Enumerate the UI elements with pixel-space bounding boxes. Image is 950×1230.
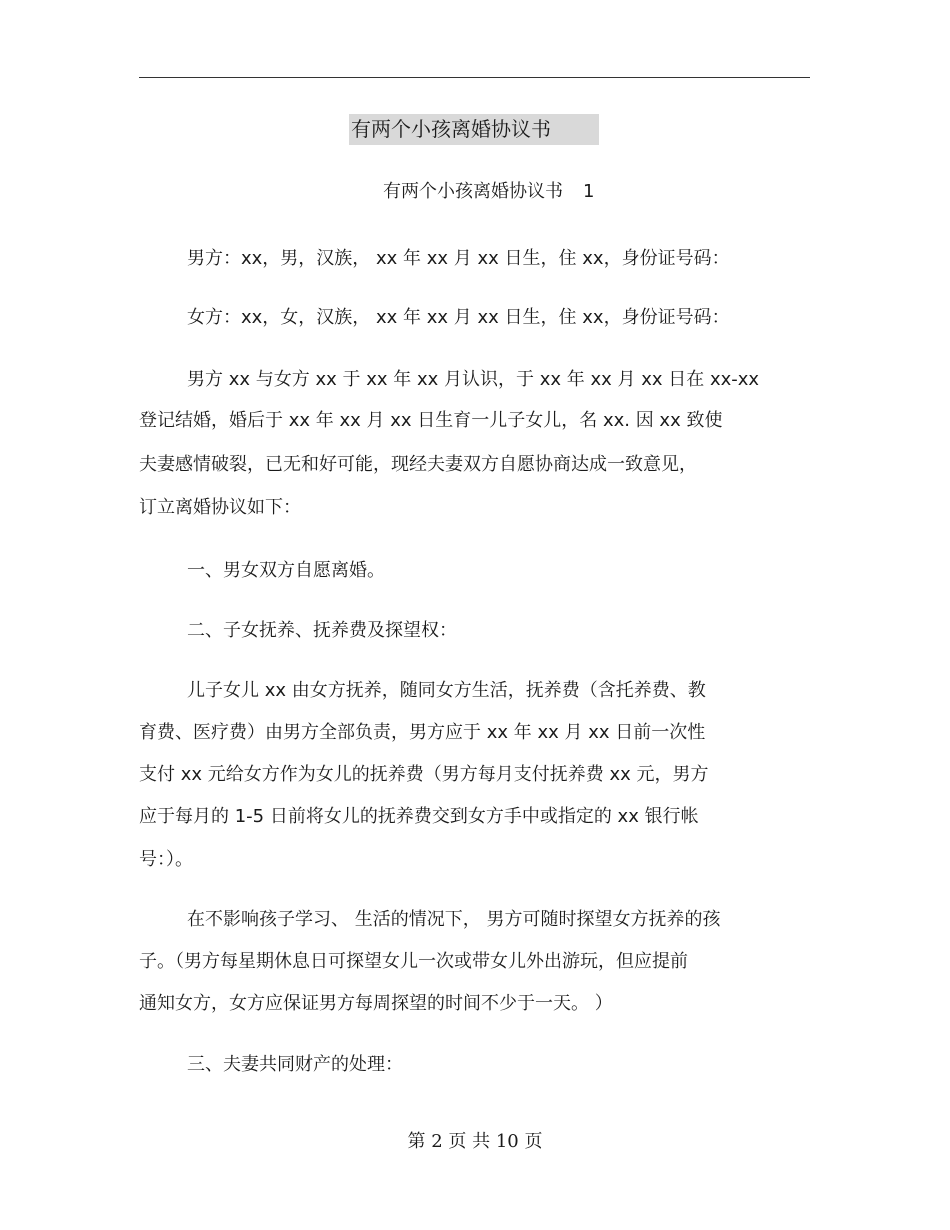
paragraph-line: 号：）。 <box>139 849 193 870</box>
paragraph-line: 支付 xx 元给女方作为女儿的抚养费（男方每月支付抚养费 xx 元，男方 <box>139 764 709 785</box>
paragraph-line: 儿子女儿 xx 由女方抚养，随同女方生活，抚养费（含托养费、教 <box>187 680 706 701</box>
section-subtitle <box>383 178 594 206</box>
subtitle-text: 有两个小孩离婚协议书 <box>383 181 563 202</box>
paragraph-line: 男方：xx，男，汉族， xx 年 xx 月 xx 日生，住 xx，身份证号码： <box>187 248 730 269</box>
page-footer: 第 2 页 共 10 页 <box>407 1131 543 1152</box>
paragraph-line: 登记结婚，婚后于 xx 年 xx 月 xx 日生育一儿子女儿，名 xx. 因 xx 致使 <box>139 410 723 431</box>
paragraph-line: 子。（男方每星期休息日可探望女儿一次或带女儿外出游玩，但应提前 <box>139 951 688 972</box>
paragraph-line: 一、男女双方自愿离婚。 <box>187 560 385 581</box>
paragraph-line: 订立离婚协议如下： <box>139 497 301 518</box>
paragraph-line: 通知女方，女方应保证男方每周探望的时间不少于一天。 ） <box>139 993 613 1014</box>
paragraph-line: 女方：xx，女，汉族， xx 年 xx 月 xx 日生，住 xx，身份证号码： <box>187 307 730 328</box>
document-title: 有两个小孩离婚协议书 <box>349 114 599 145</box>
paragraph-line: 育费、医疗费）由男方全部负责，男方应于 xx 年 xx 月 xx 日前一次性 <box>139 722 706 743</box>
paragraph-line: 夫妻感情破裂，已无和好可能，现经夫妻双方自愿协商达成一致意见， <box>139 454 697 475</box>
paragraph-line: 应于每月的 1-5 日前将女儿的抚养费交到女方手中或指定的 xx 银行帐 <box>139 806 699 827</box>
paragraph-line: 二、子女抚养、抚养费及探望权： <box>187 620 457 641</box>
paragraph-line: 三、夫妻共同财产的处理： <box>187 1054 403 1075</box>
paragraph-line: 男方 xx 与女方 xx 于 xx 年 xx 月认识，于 xx 年 xx 月 xx 日在 xx-xx <box>187 369 760 390</box>
header-rule <box>139 77 810 78</box>
subtitle-number: 1 <box>583 181 595 202</box>
paragraph-line: 在不影响孩子学习、 生活的情况下， 男方可随时探望女方抚养的孩 <box>187 909 721 930</box>
